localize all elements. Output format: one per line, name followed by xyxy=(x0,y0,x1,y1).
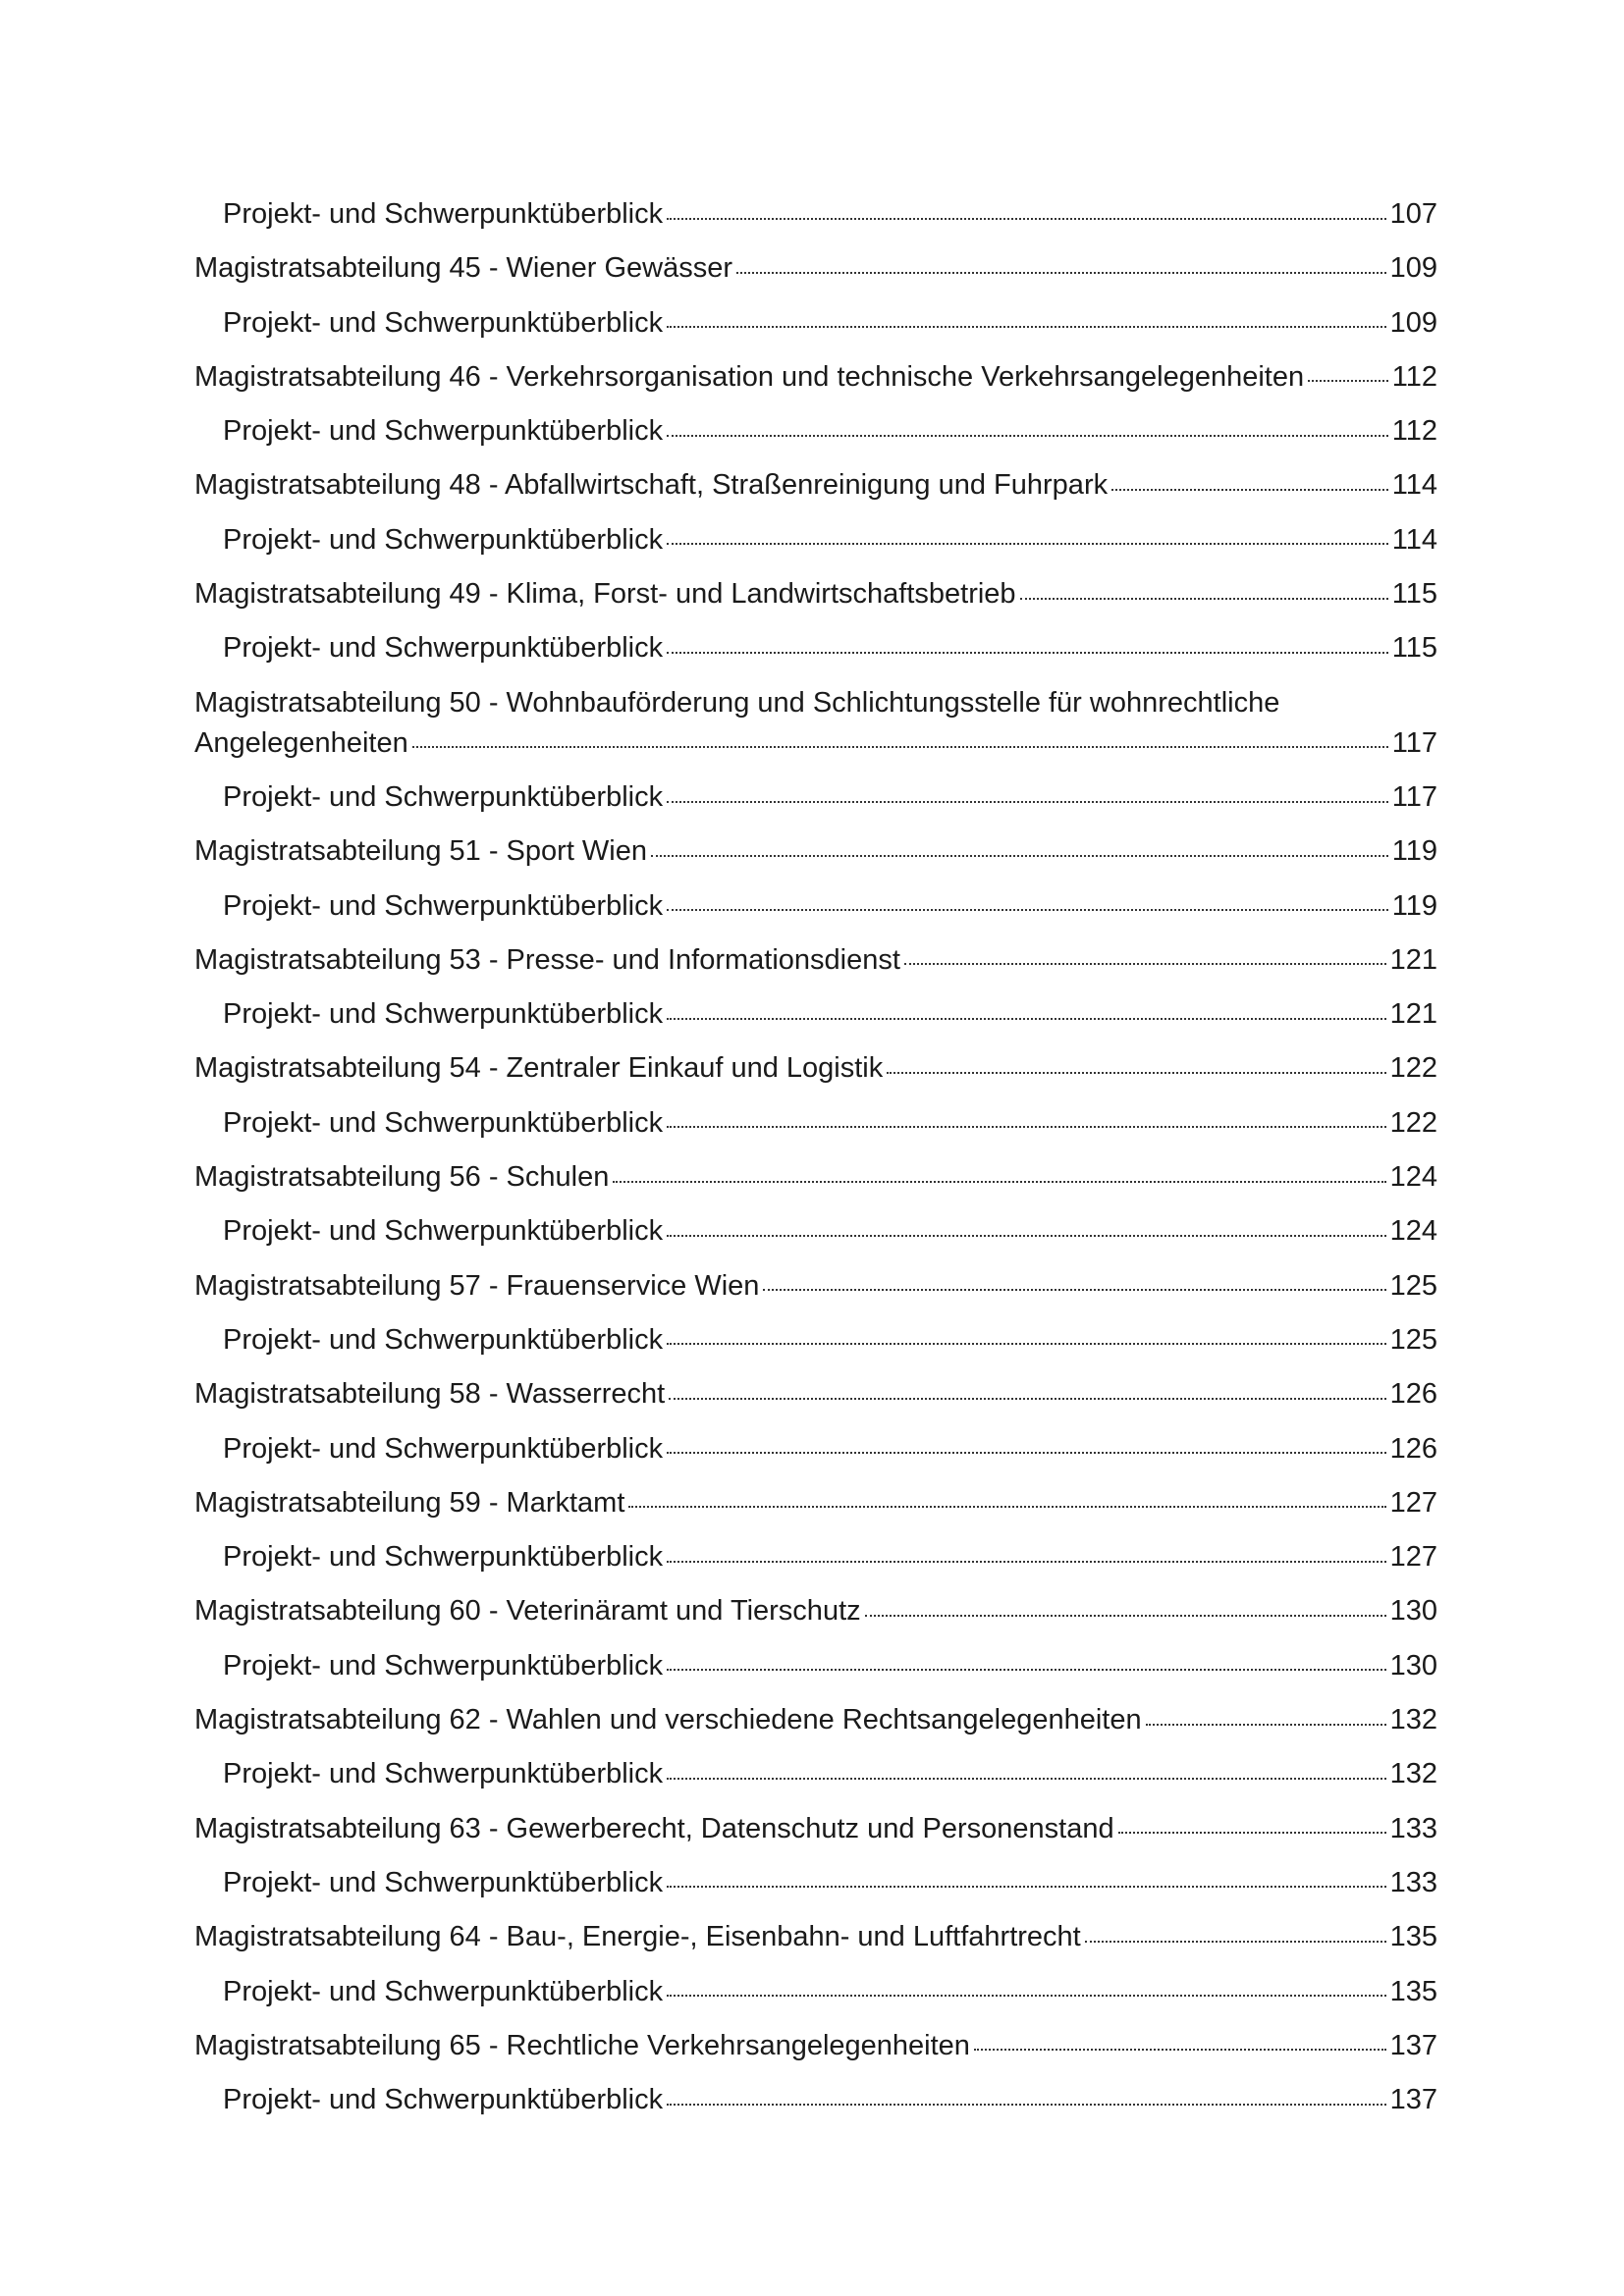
toc-entry-title-block xyxy=(194,683,1437,764)
toc-entry-title: Magistratsabteilung 49 - Klima, Forst- und Landwirtschaftsbetrieb xyxy=(194,578,1016,611)
toc-entry[interactable] xyxy=(194,940,1437,981)
toc-entry-page: 133 xyxy=(1389,1812,1437,1844)
toc-entry-title: Magistratsabteilung 57 - Frauenservice Wien xyxy=(194,1269,760,1302)
toc-entry[interactable] xyxy=(194,1917,1437,1957)
toc-entry-title: Projekt- und Schwerpunktüberblick xyxy=(223,1758,664,1790)
toc-entry-title: Magistratsabteilung 63 - Gewerberecht, Datenschutz und Personenstand xyxy=(194,1812,1114,1844)
table-of-contents xyxy=(194,194,1437,2134)
toc-leader xyxy=(904,940,1386,969)
toc-leader xyxy=(667,777,1388,806)
toc-entry-title: Projekt- und Schwerpunktüberblick xyxy=(223,1215,664,1248)
toc-leader xyxy=(1118,1809,1386,1838)
toc-entry-title: Magistratsabteilung 65 - Rechtliche Verkehrsangelegenheiten xyxy=(194,2029,970,2061)
toc-leader xyxy=(667,1537,1385,1566)
toc-entry-title: Projekt- und Schwerpunktüberblick xyxy=(223,1975,664,2007)
toc-entry-title: Projekt- und Schwerpunktüberblick xyxy=(223,2084,664,2116)
toc-entry[interactable] xyxy=(194,1700,1437,1740)
toc-entry-page: 137 xyxy=(1389,2084,1437,2116)
toc-leader xyxy=(412,723,1388,752)
toc-entry[interactable] xyxy=(194,1809,1437,1849)
toc-entry-page: 133 xyxy=(1389,1866,1437,1898)
toc-entry-title: Projekt- und Schwerpunktüberblick xyxy=(223,198,664,230)
toc-entry-page: 135 xyxy=(1389,1975,1437,2007)
toc-leader xyxy=(669,1374,1385,1403)
toc-leader xyxy=(667,1103,1385,1132)
toc-entry-title: Magistratsabteilung 48 - Abfallwirtschaft, Straßenreinigung und Fuhrpark xyxy=(194,469,1109,502)
toc-entry[interactable] xyxy=(194,1483,1437,1523)
toc-entry-title: Magistratsabteilung 45 - Wiener Gewässer xyxy=(194,252,733,285)
toc-entry-page: 124 xyxy=(1389,1161,1437,1194)
toc-entry-title: Magistratsabteilung 58 - Wasserrecht xyxy=(194,1378,666,1411)
toc-entry[interactable] xyxy=(194,1374,1437,1415)
toc-entry-page: 115 xyxy=(1391,632,1437,665)
toc-entry-title: Magistratsabteilung 51 - Sport Wien xyxy=(194,835,647,868)
toc-leader xyxy=(667,1320,1385,1349)
toc-leader xyxy=(974,2026,1386,2055)
toc-entry-title: Projekt- und Schwerpunktüberblick xyxy=(223,1432,664,1465)
toc-entry[interactable] xyxy=(194,1754,1437,1794)
toc-entry[interactable] xyxy=(194,2026,1437,2066)
toc-leader xyxy=(667,628,1388,657)
toc-entry-title: Projekt- und Schwerpunktüberblick xyxy=(223,1649,664,1682)
toc-entry-page: 125 xyxy=(1389,1269,1437,1302)
toc-entry-title: Magistratsabteilung 54 - Zentraler Einkauf und Logistik xyxy=(194,1052,884,1085)
toc-entry[interactable] xyxy=(194,777,1437,818)
toc-leader xyxy=(887,1048,1385,1077)
toc-entry[interactable] xyxy=(194,303,1437,344)
toc-entry-page: 114 xyxy=(1391,469,1437,502)
toc-entry[interactable] xyxy=(194,1429,1437,1469)
toc-entry[interactable] xyxy=(194,1103,1437,1144)
toc-entry-title: Magistratsabteilung 46 - Verkehrsorganisation und technische Verkehrsangelegenheiten xyxy=(194,360,1305,393)
toc-entry[interactable] xyxy=(194,465,1437,506)
toc-entry-page: 126 xyxy=(1389,1378,1437,1411)
toc-entry-title: Projekt- und Schwerpunktüberblick xyxy=(223,523,664,556)
toc-entry-page: 132 xyxy=(1389,1704,1437,1736)
toc-leader xyxy=(667,1646,1385,1675)
toc-entry-title: Magistratsabteilung 64 - Bau-, Energie-, Eisenbahn- und Luftfahrtrecht xyxy=(194,1921,1081,1953)
toc-entry-page: 107 xyxy=(1389,198,1437,230)
toc-entry-title: Magistratsabteilung 53 - Presse- und Informationsdienst xyxy=(194,943,900,976)
toc-leader xyxy=(667,1972,1385,2001)
toc-entry[interactable] xyxy=(194,1320,1437,1361)
toc-entry-page: 109 xyxy=(1389,252,1437,285)
toc-entry-page: 119 xyxy=(1391,889,1437,922)
toc-leader xyxy=(1146,1700,1386,1729)
toc-leader xyxy=(667,1863,1385,1892)
toc-entry[interactable] xyxy=(194,357,1437,398)
toc-entry-page: 124 xyxy=(1389,1215,1437,1248)
toc-entry[interactable] xyxy=(194,1863,1437,1903)
toc-entry-page: 130 xyxy=(1389,1649,1437,1682)
toc-entry-page: 121 xyxy=(1389,998,1437,1031)
toc-leader xyxy=(1020,574,1388,603)
toc-entry[interactable] xyxy=(194,628,1437,668)
toc-leader xyxy=(651,831,1388,860)
toc-leader xyxy=(667,1211,1385,1240)
toc-entry-page: 135 xyxy=(1389,1921,1437,1953)
toc-entry-title: Magistratsabteilung 56 - Schulen xyxy=(194,1161,610,1194)
toc-entry-page: 137 xyxy=(1389,2029,1437,2061)
toc-entry-page: 132 xyxy=(1389,1758,1437,1790)
toc-entry-page: 122 xyxy=(1389,1106,1437,1139)
toc-entry-title: Projekt- und Schwerpunktüberblick xyxy=(223,415,664,448)
toc-entry[interactable] xyxy=(194,248,1437,289)
toc-entry-page: 122 xyxy=(1389,1052,1437,1085)
toc-leader xyxy=(667,520,1388,549)
toc-entry-title: Projekt- und Schwerpunktüberblick xyxy=(223,1106,664,1139)
toc-entry-title: Projekt- und Schwerpunktüberblick xyxy=(223,889,664,922)
toc-leader xyxy=(763,1266,1385,1295)
toc-entry-title: Projekt- und Schwerpunktüberblick xyxy=(223,998,664,1031)
toc-entry-page: 127 xyxy=(1389,1541,1437,1574)
toc-entry-page: 127 xyxy=(1389,1486,1437,1519)
toc-entry-page: 115 xyxy=(1391,578,1437,611)
toc-entry-title: Projekt- und Schwerpunktüberblick xyxy=(223,632,664,665)
toc-entry-page: 114 xyxy=(1391,523,1437,556)
toc-entry-title: Projekt- und Schwerpunktüberblick xyxy=(223,306,664,339)
toc-entry[interactable] xyxy=(194,1537,1437,1577)
toc-entry[interactable] xyxy=(194,1972,1437,2012)
toc-leader xyxy=(667,1429,1385,1458)
toc-entry-title: Magistratsabteilung 62 - Wahlen und verschiedene Rechtsangelegenheiten xyxy=(194,1704,1142,1736)
toc-entry-page: 130 xyxy=(1389,1595,1437,1628)
toc-entry-page: 109 xyxy=(1389,306,1437,339)
toc-entry-title: Projekt- und Schwerpunktüberblick xyxy=(223,1323,664,1356)
toc-entry[interactable] xyxy=(194,411,1437,452)
toc-leader xyxy=(1111,465,1388,494)
toc-leader xyxy=(865,1591,1386,1620)
toc-entry-title: Projekt- und Schwerpunktüberblick xyxy=(223,1541,664,1574)
toc-entry-title: Projekt- und Schwerpunktüberblick xyxy=(223,1866,664,1898)
toc-entry[interactable] xyxy=(194,1211,1437,1252)
toc-entry-title-continuation xyxy=(194,723,1437,764)
toc-leader xyxy=(1308,357,1388,386)
toc-entry[interactable] xyxy=(194,886,1437,927)
toc-entry-title: Magistratsabteilung 59 - Marktamt xyxy=(194,1486,625,1519)
toc-entry-page: 121 xyxy=(1389,943,1437,976)
toc-entry[interactable] xyxy=(194,574,1437,614)
toc-entry-page: 126 xyxy=(1389,1432,1437,1465)
toc-leader xyxy=(736,248,1386,277)
toc-leader xyxy=(667,411,1388,440)
toc-entry[interactable] xyxy=(194,1591,1437,1631)
toc-leader xyxy=(613,1157,1385,1186)
toc-entry[interactable] xyxy=(194,520,1437,561)
toc-entry-title: Projekt- und Schwerpunktüberblick xyxy=(223,780,664,813)
toc-entry-page: 112 xyxy=(1391,360,1437,393)
toc-entry-title: Magistratsabteilung 50 - Wohnbauförderung und Schlichtungsstelle für wohnrechtliche xyxy=(194,686,1280,719)
toc-leader xyxy=(628,1483,1385,1512)
toc-entry-title: Magistratsabteilung 60 - Veterinäramt und Tierschutz xyxy=(194,1595,861,1628)
toc-entry-page: 125 xyxy=(1389,1323,1437,1356)
toc-leader xyxy=(667,994,1385,1023)
toc-leader xyxy=(667,303,1385,332)
toc-leader xyxy=(667,1754,1385,1783)
toc-entry[interactable] xyxy=(194,1646,1437,1686)
toc-entry-page: 112 xyxy=(1391,415,1437,448)
toc-entry[interactable] xyxy=(194,831,1437,872)
toc-leader xyxy=(1085,1917,1386,1946)
toc-entry-page: 117 xyxy=(1391,780,1437,813)
toc-leader xyxy=(667,2080,1385,2109)
toc-entry-title: Angelegenheiten xyxy=(194,726,408,759)
toc-entry[interactable] xyxy=(194,683,1437,764)
toc-leader xyxy=(667,886,1388,915)
toc-entry[interactable] xyxy=(194,1048,1437,1089)
toc-entry-page: 119 xyxy=(1391,835,1437,868)
toc-entry[interactable] xyxy=(194,2080,1437,2120)
toc-entry[interactable] xyxy=(194,1266,1437,1307)
toc-entry[interactable] xyxy=(194,1157,1437,1198)
toc-entry[interactable] xyxy=(194,994,1437,1035)
toc-entry[interactable] xyxy=(194,194,1437,235)
toc-leader xyxy=(667,194,1385,223)
toc-entry-page: 117 xyxy=(1391,726,1437,759)
